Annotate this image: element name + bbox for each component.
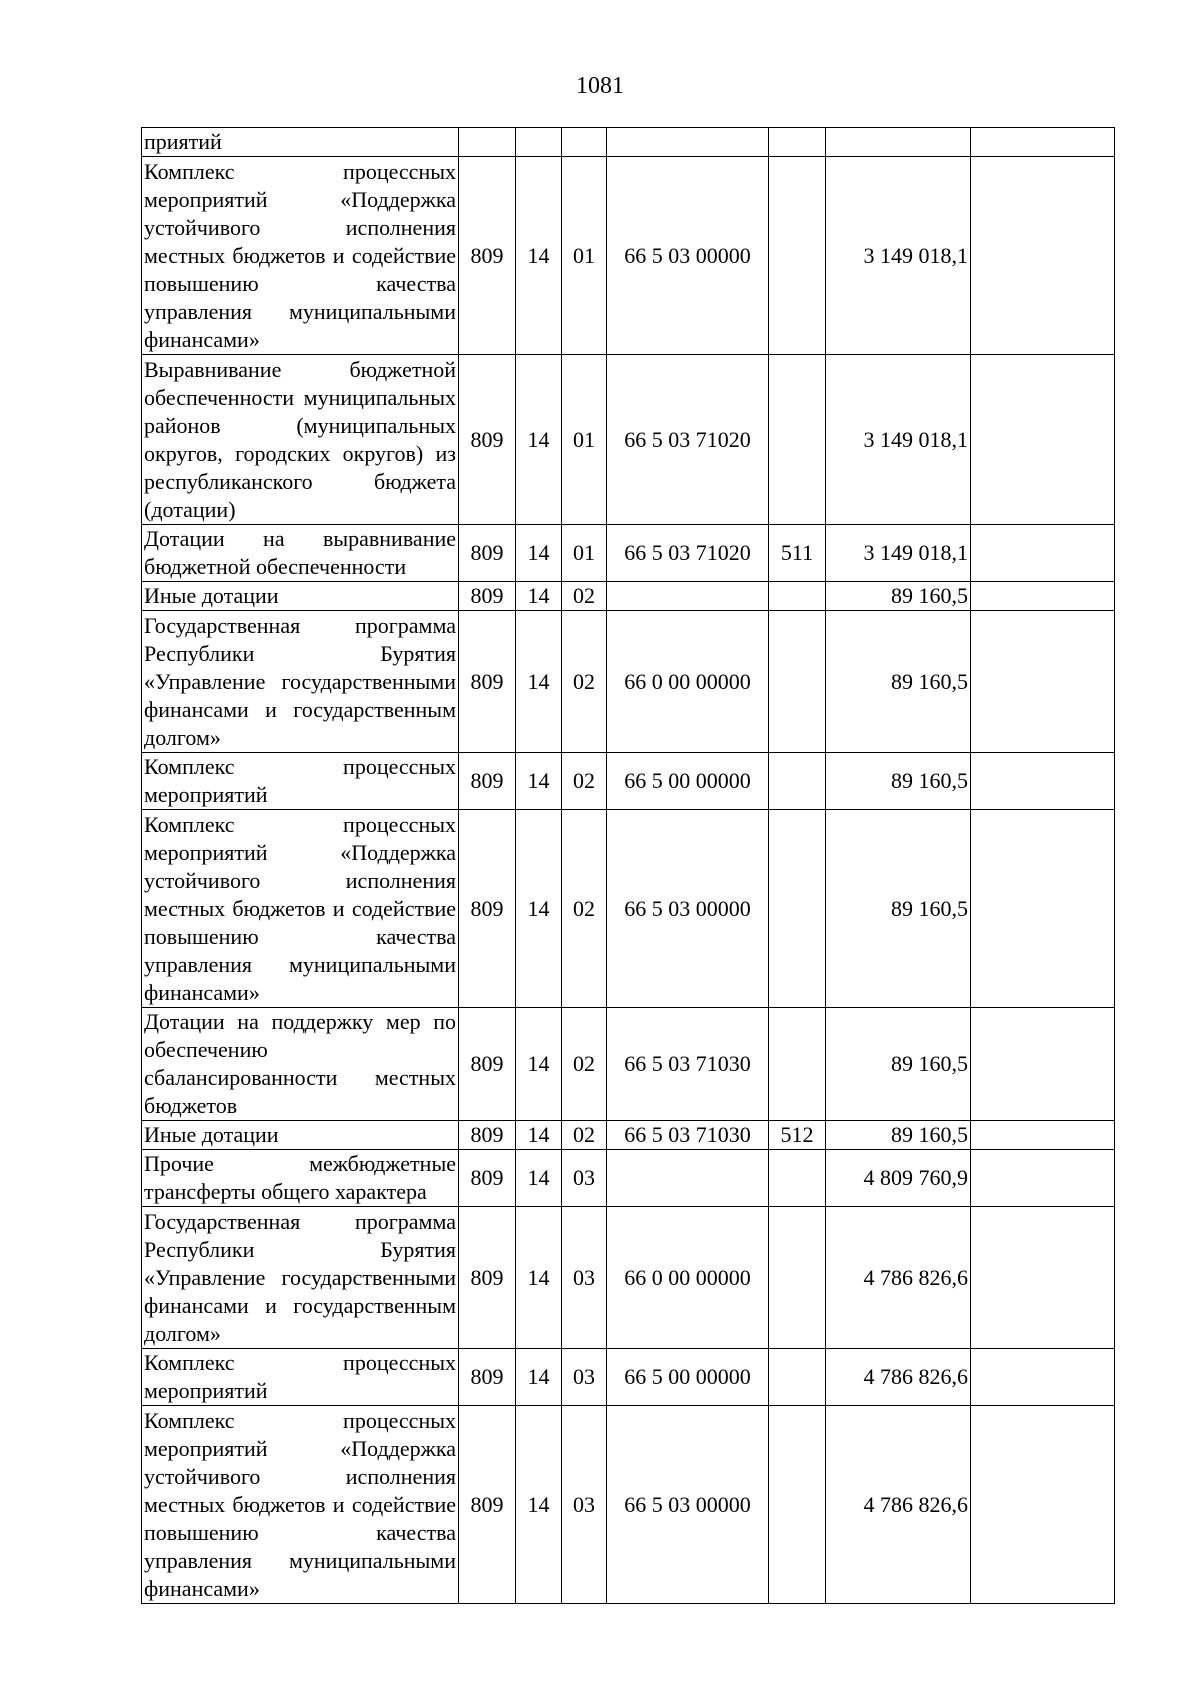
row-rz: 14 (516, 753, 562, 810)
row-ved: 809 (459, 582, 516, 611)
row-csr (607, 128, 769, 157)
row-rz: 14 (516, 1349, 562, 1406)
row-extra (971, 1406, 1115, 1604)
row-ved (459, 128, 516, 157)
row-extra (971, 582, 1115, 611)
table-row (142, 753, 1115, 810)
table-row (142, 1349, 1115, 1406)
row-name: Комплекс процессных мероприятий «Поддержка устойчивого исполнения местных бюджетов и содействие повышению качества управления муниципальными финансами» (142, 810, 459, 1008)
row-pr: 02 (562, 753, 607, 810)
row-amount: 89 160,5 (826, 1008, 971, 1121)
row-vr (769, 611, 826, 753)
row-pr: 02 (562, 611, 607, 753)
row-name: Государственная программа Республики Бурятия «Управление государственными финансами и государственным долгом» (142, 1207, 459, 1349)
row-name: Государственная программа Республики Бурятия «Управление государственными финансами и государственным долгом» (142, 611, 459, 753)
row-ved: 809 (459, 157, 516, 355)
row-csr: 66 0 00 00000 (607, 1207, 769, 1349)
table-row (142, 1207, 1115, 1349)
row-ved: 809 (459, 1150, 516, 1207)
row-ved: 809 (459, 1121, 516, 1150)
table-row (142, 1406, 1115, 1604)
table-row (142, 1150, 1115, 1207)
row-pr: 02 (562, 1121, 607, 1150)
row-extra (971, 1008, 1115, 1121)
row-rz: 14 (516, 1121, 562, 1150)
table-row (142, 355, 1115, 525)
row-pr: 01 (562, 355, 607, 525)
row-pr: 01 (562, 525, 607, 582)
row-extra (971, 1121, 1115, 1150)
row-csr: 66 5 03 00000 (607, 157, 769, 355)
row-amount: 3 149 018,1 (826, 525, 971, 582)
row-name: Дотации на поддержку мер по обеспечению сбалансированности местных бюджетов (142, 1008, 459, 1121)
row-amount: 3 149 018,1 (826, 157, 971, 355)
row-extra (971, 355, 1115, 525)
table-row (142, 128, 1115, 157)
row-csr: 66 5 00 00000 (607, 753, 769, 810)
row-ved: 809 (459, 1008, 516, 1121)
row-csr: 66 5 03 71020 (607, 355, 769, 525)
table-row (142, 525, 1115, 582)
row-name: Иные дотации (142, 1121, 459, 1150)
row-pr: 02 (562, 1008, 607, 1121)
row-amount: 4 809 760,9 (826, 1150, 971, 1207)
row-ved: 809 (459, 1349, 516, 1406)
row-rz: 14 (516, 1008, 562, 1121)
row-name: приятий (142, 128, 459, 157)
row-vr (769, 128, 826, 157)
row-pr: 02 (562, 810, 607, 1008)
row-extra (971, 753, 1115, 810)
row-amount: 4 786 826,6 (826, 1207, 971, 1349)
row-extra (971, 810, 1115, 1008)
row-extra (971, 611, 1115, 753)
row-name: Комплекс процессных мероприятий (142, 1349, 459, 1406)
row-ved: 809 (459, 810, 516, 1008)
row-vr (769, 753, 826, 810)
budget-table (141, 127, 1115, 1604)
row-pr: 03 (562, 1207, 607, 1349)
row-vr (769, 1406, 826, 1604)
row-vr (769, 1349, 826, 1406)
table-row (142, 1121, 1115, 1150)
row-pr: 01 (562, 157, 607, 355)
row-rz: 14 (516, 525, 562, 582)
row-pr: 03 (562, 1349, 607, 1406)
row-extra (971, 525, 1115, 582)
row-amount: 3 149 018,1 (826, 355, 971, 525)
row-csr: 66 5 03 00000 (607, 1406, 769, 1604)
row-pr: 03 (562, 1406, 607, 1604)
row-csr: 66 5 03 71020 (607, 525, 769, 582)
row-pr: 03 (562, 1150, 607, 1207)
row-name: Дотации на выравнивание бюджетной обеспеченности (142, 525, 459, 582)
row-csr: 66 5 03 71030 (607, 1121, 769, 1150)
row-rz: 14 (516, 1207, 562, 1349)
row-amount: 89 160,5 (826, 582, 971, 611)
row-vr (769, 355, 826, 525)
row-vr (769, 1150, 826, 1207)
row-rz: 14 (516, 582, 562, 611)
row-vr: 512 (769, 1121, 826, 1150)
row-csr: 66 0 00 00000 (607, 611, 769, 753)
table-row (142, 582, 1115, 611)
row-extra (971, 157, 1115, 355)
row-ved: 809 (459, 1406, 516, 1604)
row-extra (971, 128, 1115, 157)
row-vr: 511 (769, 525, 826, 582)
row-name: Комплекс процессных мероприятий (142, 753, 459, 810)
row-rz: 14 (516, 157, 562, 355)
row-rz: 14 (516, 611, 562, 753)
row-extra (971, 1207, 1115, 1349)
row-vr (769, 157, 826, 355)
row-vr (769, 1008, 826, 1121)
row-csr: 66 5 03 00000 (607, 810, 769, 1008)
row-name: Прочие межбюджетные трансферты общего характера (142, 1150, 459, 1207)
row-ved: 809 (459, 753, 516, 810)
row-rz: 14 (516, 1406, 562, 1604)
table-row (142, 810, 1115, 1008)
row-amount: 4 786 826,6 (826, 1406, 971, 1604)
table-row (142, 1008, 1115, 1121)
row-amount: 89 160,5 (826, 1121, 971, 1150)
row-pr: 02 (562, 582, 607, 611)
table-row (142, 157, 1115, 355)
row-csr (607, 582, 769, 611)
row-vr (769, 810, 826, 1008)
row-rz (516, 128, 562, 157)
row-ved: 809 (459, 611, 516, 753)
row-extra (971, 1150, 1115, 1207)
row-amount: 89 160,5 (826, 753, 971, 810)
table-row (142, 611, 1115, 753)
row-vr (769, 582, 826, 611)
row-rz: 14 (516, 355, 562, 525)
row-amount (826, 128, 971, 157)
row-name: Комплекс процессных мероприятий «Поддержка устойчивого исполнения местных бюджетов и содействие повышению качества управления муниципальными финансами» (142, 157, 459, 355)
row-csr (607, 1150, 769, 1207)
row-name: Иные дотации (142, 582, 459, 611)
row-ved: 809 (459, 525, 516, 582)
row-name: Выравнивание бюджетной обеспеченности муниципальных районов (муниципальных округов, городских округов) из республиканского бюджета (дотации) (142, 355, 459, 525)
row-extra (971, 1349, 1115, 1406)
row-vr (769, 1207, 826, 1349)
row-amount: 89 160,5 (826, 810, 971, 1008)
row-csr: 66 5 03 71030 (607, 1008, 769, 1121)
row-ved: 809 (459, 1207, 516, 1349)
row-amount: 89 160,5 (826, 611, 971, 753)
row-ved: 809 (459, 355, 516, 525)
row-rz: 14 (516, 1150, 562, 1207)
row-pr (562, 128, 607, 157)
page-number: 1081 (576, 73, 624, 99)
row-amount: 4 786 826,6 (826, 1349, 971, 1406)
row-name: Комплекс процессных мероприятий «Поддержка устойчивого исполнения местных бюджетов и содействие повышению качества управления муниципальными финансами» (142, 1406, 459, 1604)
row-rz: 14 (516, 810, 562, 1008)
row-csr: 66 5 00 00000 (607, 1349, 769, 1406)
